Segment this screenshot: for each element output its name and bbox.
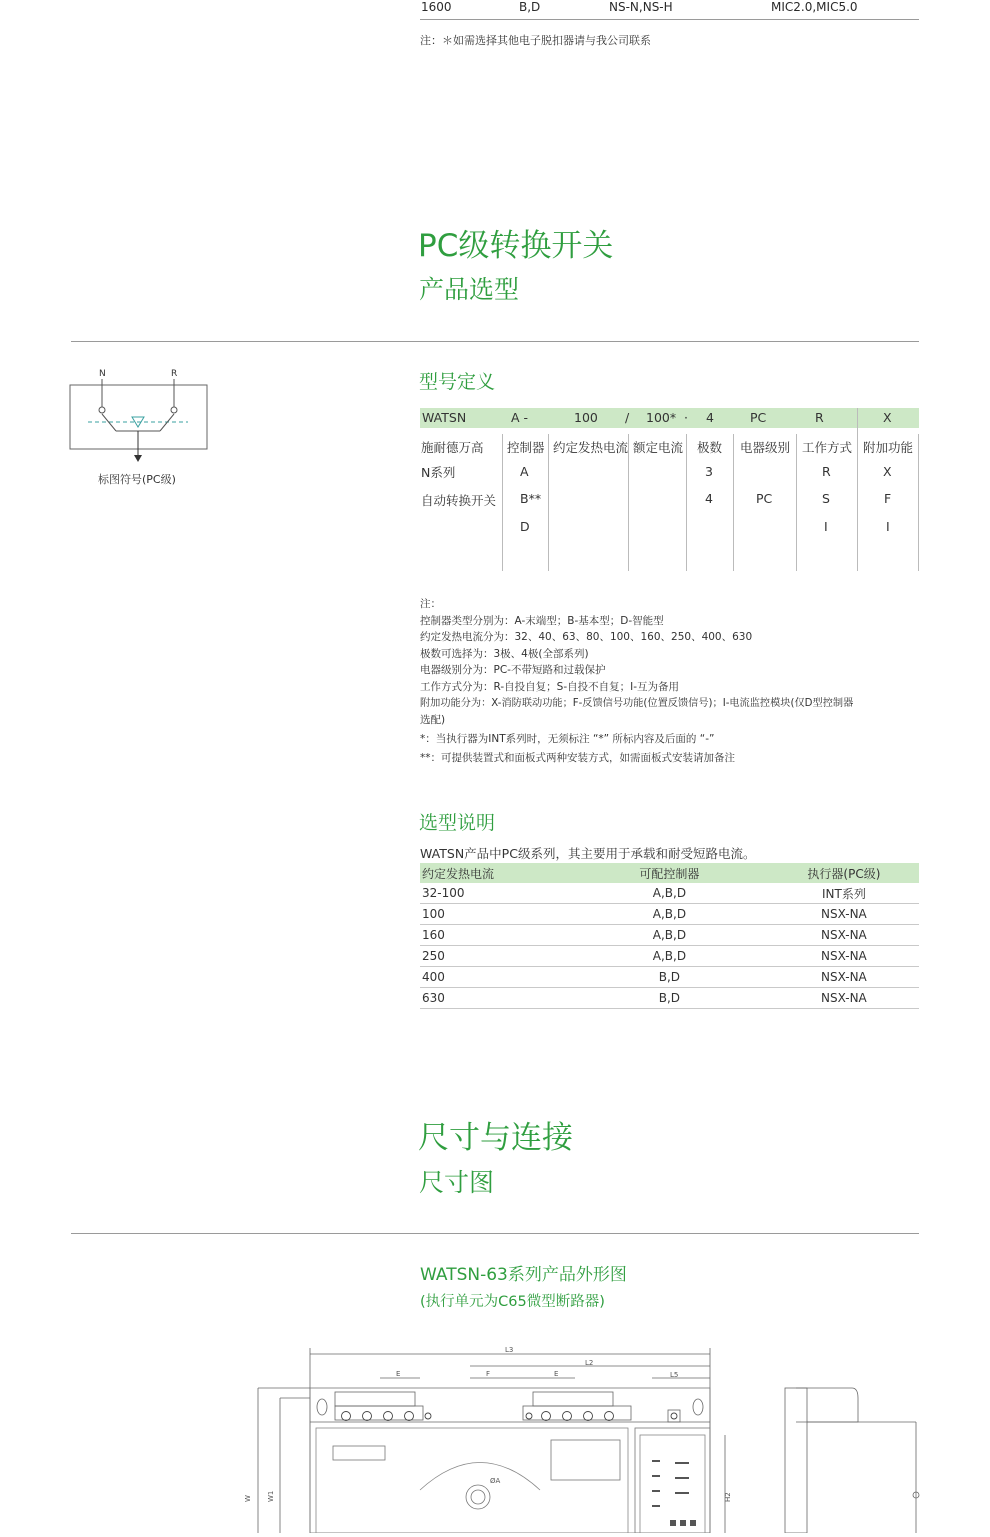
- mdef-poles-4: 4: [705, 491, 713, 506]
- section-pc-title: PC级转换开关: [418, 228, 614, 264]
- dim-label-e2: E: [554, 1370, 559, 1378]
- selection-header-actuator: 执行器(PC级): [769, 863, 919, 883]
- cell-current: 630: [420, 988, 570, 1009]
- note-line: 工作方式分为：R-自投自复；S-自投不自复；I-互为备用: [420, 680, 679, 693]
- mdef-class-pc: PC: [756, 491, 773, 506]
- selection-header-current: 约定发热电流: [420, 863, 570, 883]
- selection-heading: 选型说明: [419, 812, 496, 834]
- top-row-current: 1600: [421, 0, 452, 14]
- section-dim-subtitle: 尺寸图: [419, 1168, 495, 1197]
- top-note: 注：＊如需选择其他电子脱扣器请与我公司联系: [420, 34, 651, 47]
- cell-actuator: NSX-NA: [769, 946, 919, 967]
- note-line: 约定发热电流分为：32、40、63、80、100、160、250、400、630: [420, 631, 753, 644]
- table-row: [420, 946, 919, 967]
- code-poles: 4: [706, 410, 714, 425]
- mdef-controller-d: D: [520, 519, 530, 534]
- mdef-header-extra: 附加功能: [863, 440, 914, 455]
- note-line: 附加功能分为：X-消防联动功能；F-反馈信号功能(位置反馈信号)；I-电流监控模块(仅D型控制器: [420, 697, 854, 709]
- code-controller: A -: [511, 410, 529, 425]
- cell-controller: B,D: [570, 988, 769, 1009]
- note-line: 控制器类型分别为：A-末端型；B-基本型；D-智能型: [420, 614, 664, 627]
- selection-header-controller: 可配控制器: [570, 863, 769, 883]
- section-dim-rule: [71, 1233, 919, 1234]
- col-sep: [686, 434, 687, 571]
- selection-header-row: [420, 863, 919, 883]
- cell-actuator: INT系列: [769, 883, 919, 904]
- cell-current: 250: [420, 946, 570, 967]
- dim-label-h2: H2: [724, 1492, 732, 1502]
- note-line: 电器级别分为：PC-不带短路和过载保护: [420, 664, 606, 677]
- table-row: [420, 904, 919, 925]
- cell-controller: A,B,D: [570, 904, 769, 925]
- mdef-poles-3: 3: [705, 464, 713, 479]
- dimension-drawing: [240, 1340, 930, 1533]
- drawing-subtitle: (执行单元为C65微型断路器): [420, 1294, 605, 1310]
- col-sep: [857, 408, 858, 571]
- symbol-label-r: R: [171, 369, 178, 379]
- code-dot: ·: [684, 410, 688, 425]
- cell-actuator: NSX-NA: [769, 967, 919, 988]
- note-line: 注：: [420, 598, 441, 610]
- code-watsn: WATSN: [422, 410, 467, 425]
- symbol-label-n: N: [99, 369, 106, 379]
- top-row-trip: MIC2.0,MIC5.0: [771, 0, 858, 14]
- cell-current: 100: [420, 904, 570, 925]
- mdef-header-current: 约定发热电流: [553, 440, 629, 455]
- mdef-header-brand: 施耐德万高: [421, 440, 484, 455]
- code-rated: 100*: [646, 410, 677, 425]
- cell-current: 32-100: [420, 883, 570, 904]
- symbol-caption: 标图符号(PC级): [98, 473, 176, 486]
- top-row-divider: [420, 19, 919, 20]
- code-slash: /: [625, 410, 630, 425]
- cell-current: 160: [420, 925, 570, 946]
- top-row-controllers: B,D: [519, 0, 541, 14]
- cell-actuator: NSX-NA: [769, 904, 919, 925]
- mdef-controller-a: A: [520, 464, 529, 479]
- mdef-header-class: 电器级别: [740, 440, 791, 455]
- dim-label-l5: L5: [670, 1371, 679, 1379]
- section-pc-subtitle: 产品选型: [419, 275, 520, 304]
- top-row-actuator: NS-N,NS-H: [609, 0, 673, 14]
- table-row: [420, 925, 919, 946]
- mdef-extra-i: I: [886, 519, 890, 534]
- selection-intro: WATSN产品中PC级系列，其主要用于承载和耐受短路电流。: [420, 846, 756, 861]
- cell-current: 400: [420, 967, 570, 988]
- mdef-header-mode: 工作方式: [802, 440, 853, 455]
- dim-label-e: E: [396, 1370, 401, 1378]
- dim-label-l2: L2: [585, 1359, 594, 1367]
- col-sep: [628, 434, 629, 571]
- mdef-extra-f: F: [884, 491, 892, 506]
- model-def-heading: 型号定义: [419, 371, 496, 393]
- code-current: 100: [574, 410, 598, 425]
- pc-symbol-diagram: [68, 365, 218, 465]
- table-row: [420, 967, 919, 988]
- note-line: 极数可选择为：3极、4极(全部系列): [420, 647, 589, 660]
- mdef-mode-s: S: [822, 491, 830, 506]
- mdef-extra-x: X: [883, 464, 892, 479]
- dim-label-f: F: [486, 1370, 491, 1378]
- dim-label-phi: ØA: [490, 1477, 501, 1485]
- col-sep: [796, 434, 797, 571]
- section-dim-title: 尺寸与连接: [418, 1120, 573, 1156]
- dim-label-l3: L3: [505, 1346, 514, 1354]
- section-pc-rule: [71, 341, 919, 342]
- col-sep: [548, 434, 549, 571]
- cell-actuator: NSX-NA: [769, 925, 919, 946]
- dim-label-w: W: [244, 1495, 252, 1502]
- selection-table: [420, 863, 919, 1009]
- mdef-controller-b: B**: [520, 491, 542, 506]
- col-sep: [733, 434, 734, 571]
- mdef-mode-i: I: [824, 519, 828, 534]
- code-mode: R: [815, 410, 824, 425]
- cell-actuator: NSX-NA: [769, 988, 919, 1009]
- table-row: [420, 883, 919, 904]
- note-line: **：可提供装置式和面板式两种安装方式，如需面板式安装请加备注: [420, 752, 735, 765]
- dim-label-w1: W1: [267, 1490, 275, 1502]
- code-class: PC: [750, 410, 767, 425]
- mdef-header-rated: 额定电流: [633, 440, 684, 455]
- col-sep: [502, 434, 503, 571]
- mdef-header-controller: 控制器: [507, 440, 545, 455]
- mdef-series-desc: 自动转换开关: [421, 493, 497, 508]
- cell-controller: A,B,D: [570, 946, 769, 967]
- code-extra: X: [883, 410, 892, 425]
- note-line: 选配): [420, 714, 446, 727]
- note-line: *：当执行器为INT系列时，无须标注 “*” 所标内容及后面的 “-”: [420, 732, 715, 745]
- mdef-series: N系列: [421, 465, 456, 480]
- col-sep: [918, 434, 919, 571]
- table-row: [420, 988, 919, 1009]
- cell-controller: A,B,D: [570, 883, 769, 904]
- cell-controller: A,B,D: [570, 925, 769, 946]
- mdef-header-poles: 极数: [697, 440, 723, 455]
- drawing-title: WATSN-63系列产品外形图: [420, 1265, 627, 1285]
- mdef-mode-r: R: [822, 464, 831, 479]
- cell-controller: B,D: [570, 967, 769, 988]
- model-notes: [420, 596, 920, 767]
